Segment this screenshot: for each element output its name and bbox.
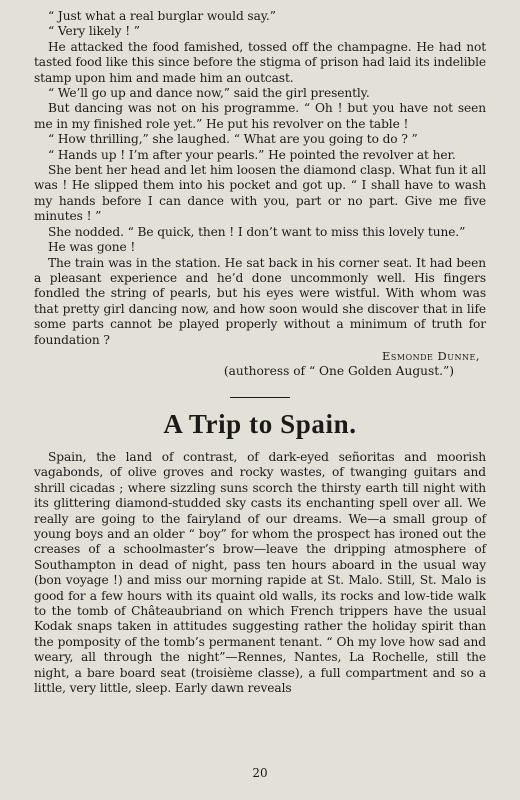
story-paragraph: But dancing was not on his programme. “ Oh ! but you have not seen me in my finished role yet.” He put his revolver on the table !	[34, 101, 486, 131]
story-paragraph: “ Very likely ! ”	[48, 24, 140, 39]
article-section	[34, 409, 486, 697]
story-paragraph: She nodded. “ Be quick, then ! I don’t want to miss this lovely tune.”	[48, 224, 466, 239]
story-section	[34, 9, 486, 379]
section-divider	[230, 397, 290, 398]
author-note: (authoress of “ One Golden August.”)	[223, 363, 454, 378]
story-paragraph: The train was in the station. He sat back in his corner seat. It had been a pleasant experience and he’d done uncommonly well. His fingers fondled the string of pearls, but his eyes were wistful. With whom was that pretty girl dancing now, and how soon would she discover that in life some parts cannot be played properly without a minimum of truth for foundation ?	[34, 255, 486, 347]
author-signature: Esmonde Dunne,	[382, 348, 480, 363]
page-number: 20	[252, 766, 268, 780]
story-paragraph: He was gone !	[48, 240, 136, 255]
article-title: A Trip to Spain.	[163, 408, 357, 439]
story-paragraph: He attacked the food famished, tossed off the champagne. He had not tasted food like this since before the stigma of prison had laid its indelible stamp upon him and made him an outcast.	[34, 39, 486, 85]
story-paragraph: “ Just what a real burglar would say.”	[48, 9, 276, 23]
article-paragraph: Spain, the land of contrast, of dark-eyed señoritas and moorish vagabonds, of olive groves and rocky wastes, of twanging guitars and shrill cicadas ; where sizzling suns scorch the thirsty earth till night with its glittering diamond-studded sky casts its enchanting spell over all. We really are going to the fairyland of our dreams. We—a small group of young boys and an older “ boy” for whom the prospect has ironed out the creases of a schoolmaster’s brow—leave the dripping atmosphere of Southampton in dead of night, pass ten hours aboard in the usual way (bon voyage !) and miss our morning rapide at St. Malo. Still, St. Malo is good for a few hours with its quaint old walls, its rocks and low-tide walk to the tomb of Châteaubriand on which French trippers have the usual Kodak snaps taken in attitudes suggesting rather the holiday spirit than the pomposity of the tomb’s permanent tenant. “ Oh my love how sad and weary, all through the night”—Rennes, Nantes, La Rochelle, still the night, a bare board seat (troisième classe), a full compartment and so a little, very little, sleep. Early dawn reveals	[34, 449, 486, 696]
story-paragraph: “ How thrilling,” she laughed. “ What are you going to do ? ”	[48, 132, 418, 147]
story-paragraph: “ We’ll go up and dance now,” said the girl presently.	[48, 86, 370, 101]
story-paragraph: “ Hands up ! I’m after your pearls.” He pointed the revolver at her.	[48, 147, 456, 162]
story-paragraph: She bent her head and let him loosen the diamond clasp. What fun it all was ! He slipped them into his pocket and got up. “ I shall have to wash my hands before I can dance with you, part or no part. Give me five minutes ! ”	[34, 163, 486, 224]
